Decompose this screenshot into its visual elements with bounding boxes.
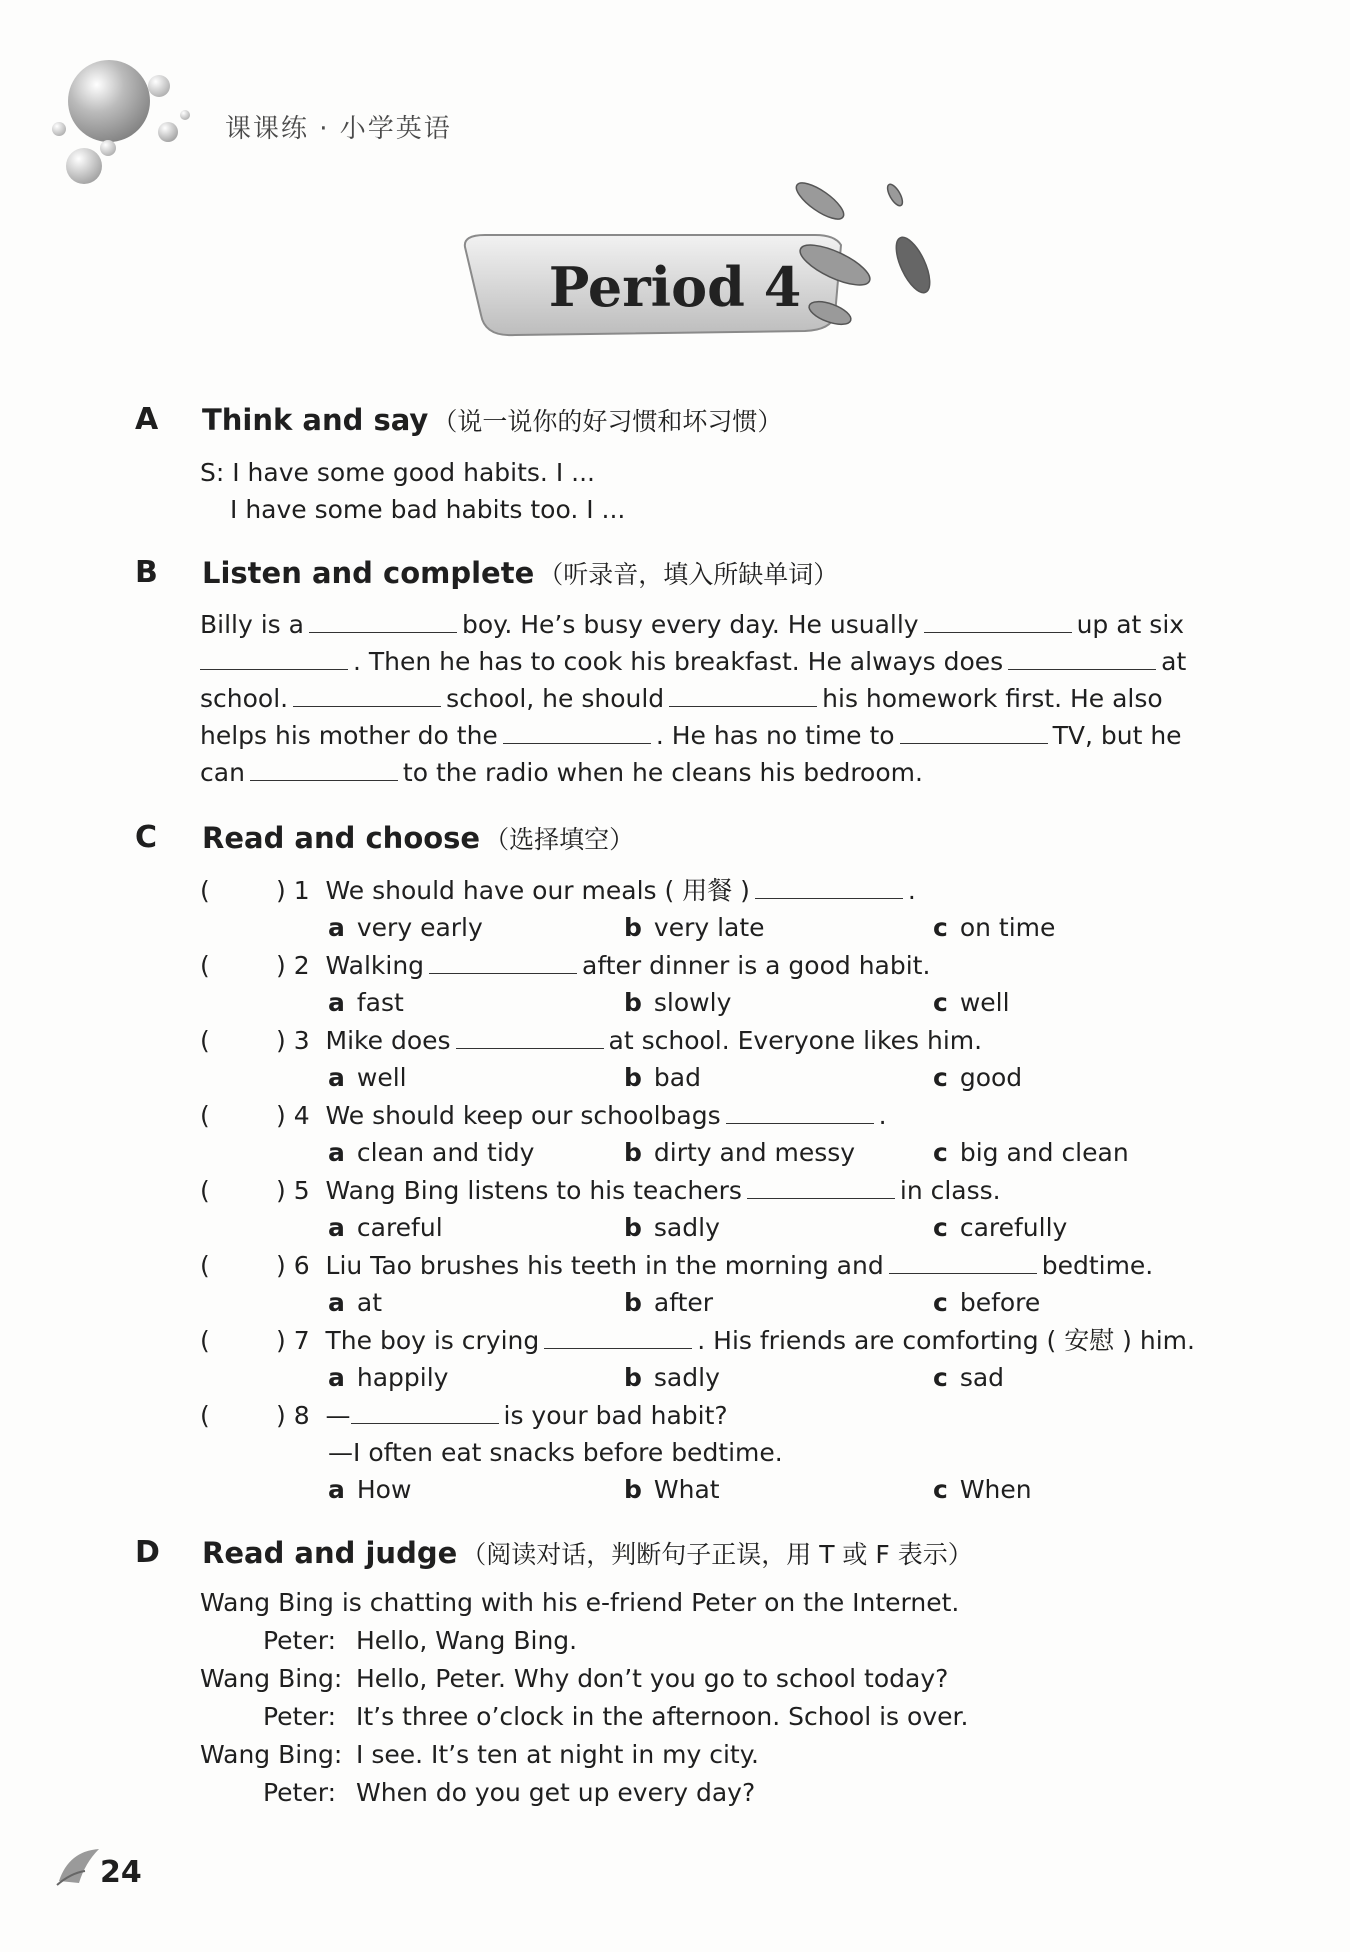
option-a[interactable]: a at: [328, 1288, 382, 1317]
option-b[interactable]: b slowly: [624, 988, 732, 1017]
blank-field[interactable]: [309, 612, 457, 633]
answer-bracket[interactable]: (: [200, 1026, 210, 1055]
blank-field[interactable]: [755, 878, 903, 899]
question-2: ) 2 Walking after dinner is a good habit.: [276, 951, 931, 980]
option-c[interactable]: c sad: [933, 1363, 1005, 1392]
question-8: ) 8 — is your bad habit?: [276, 1401, 728, 1430]
book-title: 课课练 · 小学英语: [225, 114, 452, 144]
blank-field[interactable]: [726, 1103, 874, 1124]
blank-field[interactable]: [200, 649, 348, 670]
leaf-icon: [55, 1845, 103, 1887]
option-a[interactable]: a fast: [328, 988, 404, 1017]
section-d-title: Read and judge （阅读对话，判断句子正误，用 T 或 F 表示）: [202, 1536, 973, 1570]
dialogue-line: It’s three o’clock in the afternoon. School is over.: [356, 1702, 969, 1731]
dialogue-speaker: Wang Bing:: [200, 1664, 343, 1693]
dialogue-speaker: Wang Bing:: [200, 1740, 343, 1769]
option-c[interactable]: c on time: [933, 913, 1056, 942]
question-8-reply: —I often eat snacks before bedtime.: [328, 1438, 783, 1467]
option-a[interactable]: a happily: [328, 1363, 449, 1392]
blank-field[interactable]: [924, 612, 1072, 633]
option-a[interactable]: a very early: [328, 913, 483, 942]
section-a-letter: A: [135, 402, 159, 437]
passage-line-3: school. school, he should his homework first. He also: [200, 684, 1163, 713]
question-7: ) 7 The boy is crying . His friends are comforting ( 安慰 ) him.: [276, 1326, 1195, 1355]
answer-bracket[interactable]: (: [200, 951, 210, 980]
section-c-title: Read and choose （选择填空）: [202, 821, 635, 855]
option-c[interactable]: c carefully: [933, 1213, 1068, 1242]
option-b[interactable]: b sadly: [624, 1363, 720, 1392]
dialogue-line: I see. It’s ten at night in my city.: [356, 1740, 759, 1769]
question-3: ) 3 Mike does at school. Everyone likes him.: [276, 1026, 983, 1055]
blank-field[interactable]: [250, 760, 398, 781]
period-title: Period 4: [548, 255, 802, 319]
option-b[interactable]: b bad: [624, 1063, 701, 1092]
dialogue-intro: Wang Bing is chatting with his e-friend Peter on the Internet.: [200, 1588, 960, 1617]
blank-field[interactable]: [351, 1403, 499, 1424]
option-a[interactable]: a careful: [328, 1213, 443, 1242]
option-b[interactable]: b sadly: [624, 1213, 720, 1242]
blank-field[interactable]: [456, 1028, 604, 1049]
passage-line-2: . Then he has to cook his breakfast. He always does at: [200, 647, 1186, 677]
question-4: ) 4 We should keep our schoolbags .: [276, 1101, 887, 1130]
blank-field[interactable]: [747, 1178, 895, 1199]
page-number: 24: [100, 1855, 142, 1890]
option-c[interactable]: c When: [933, 1475, 1032, 1504]
passage-line-1: Billy is a boy. He’s busy every day. He usually up at six: [200, 610, 1185, 639]
option-a[interactable]: a well: [328, 1063, 407, 1092]
dialogue-line: Hello, Wang Bing.: [356, 1626, 578, 1655]
dialogue-line: When do you get up every day?: [356, 1778, 756, 1807]
option-b[interactable]: b dirty and messy: [624, 1138, 856, 1167]
section-a-title: Think and say （说一说你的好习惯和坏习惯）: [202, 403, 783, 437]
option-c[interactable]: c big and clean: [933, 1138, 1129, 1167]
option-c[interactable]: c well: [933, 988, 1010, 1017]
blank-field[interactable]: [900, 723, 1048, 744]
dialogue-speaker: Peter:: [262, 1702, 336, 1731]
option-c[interactable]: c good: [933, 1063, 1023, 1092]
section-d-letter: D: [135, 1535, 160, 1570]
blank-field[interactable]: [1008, 649, 1156, 670]
answer-bracket[interactable]: (: [200, 1326, 210, 1355]
question-6: ) 6 Liu Tao brushes his teeth in the morning and bedtime.: [276, 1251, 1154, 1280]
option-a[interactable]: a How: [328, 1475, 412, 1504]
answer-bracket[interactable]: (: [200, 1101, 210, 1130]
dialogue-speaker: Peter:: [262, 1626, 336, 1655]
option-b[interactable]: b very late: [624, 913, 765, 942]
section-c-letter: C: [135, 820, 158, 855]
blank-field[interactable]: [669, 686, 817, 707]
answer-bracket[interactable]: (: [200, 876, 210, 905]
blank-field[interactable]: [889, 1253, 1037, 1274]
section-a-line-1: S: I have some good habits. I ...: [200, 458, 595, 487]
answer-bracket[interactable]: (: [200, 1176, 210, 1205]
dialogue-speaker: Peter:: [262, 1778, 336, 1807]
section-a-line-2: I have some bad habits too. I ...: [230, 495, 626, 524]
answer-bracket[interactable]: (: [200, 1251, 210, 1280]
question-5: ) 5 Wang Bing listens to his teachers in class.: [276, 1176, 1001, 1205]
option-b[interactable]: b What: [624, 1475, 720, 1504]
section-b-title: Listen and complete （听录音，填入所缺单词）: [202, 556, 839, 590]
blank-field[interactable]: [293, 686, 441, 707]
option-b[interactable]: b after: [624, 1288, 714, 1317]
passage-line-4: helps his mother do the . He has no time to TV, but he: [200, 721, 1182, 750]
dialogue-line: Hello, Peter. Why don’t you go to school today?: [356, 1664, 949, 1693]
option-c[interactable]: c before: [933, 1288, 1041, 1317]
option-a[interactable]: a clean and tidy: [328, 1138, 535, 1167]
blank-field[interactable]: [429, 953, 577, 974]
question-1: ) 1 We should have our meals ( 用餐 ) .: [276, 876, 916, 905]
blank-field[interactable]: [503, 723, 651, 744]
blank-field[interactable]: [544, 1328, 692, 1349]
passage-line-5: can to the radio when he cleans his bedroom.: [200, 758, 923, 787]
section-b-letter: B: [135, 555, 158, 590]
answer-bracket[interactable]: (: [200, 1401, 210, 1430]
